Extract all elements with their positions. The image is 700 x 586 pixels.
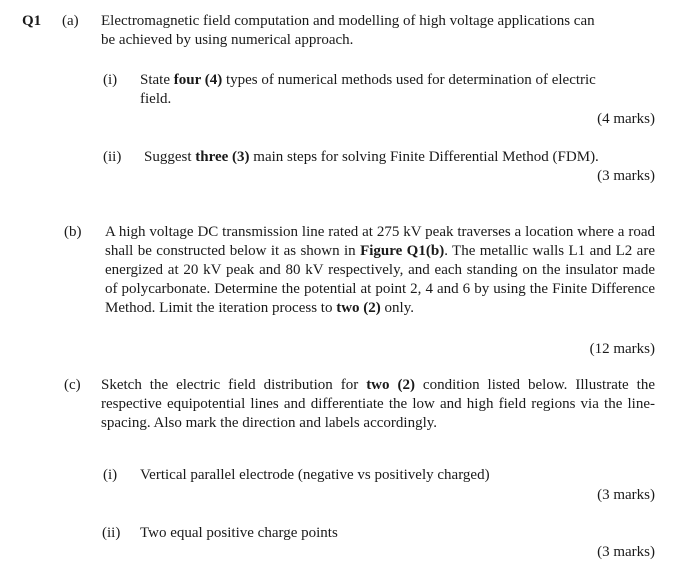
part-b-bold-end: two (2) — [336, 300, 381, 316]
part-b-text-post: . The metallic walls L1 and L2 are energized at 20 kV peak and 80 kV respectively, and each standing on the insulator made of polycarbonate. Determine the potential at point 2, 4 and 6 by using the Finite Difference Method. Limit the iteration process to — [105, 243, 655, 316]
part-c-ii-marks: (3 marks) — [597, 544, 655, 560]
part-a-i-marks: (4 marks) — [597, 111, 655, 127]
part-c-bold: two (2) — [366, 377, 415, 393]
part-c-i-marks: (3 marks) — [597, 487, 655, 503]
part-b-text-pre: A high voltage DC transmission line rated at 275 kV peak traverses a location where a road shall be constructed below it as shown in — [105, 224, 655, 259]
part-a-ii-post: main steps for solving Finite Differential Method (FDM). — [249, 149, 599, 165]
part-a-intro — [101, 12, 657, 50]
part-a-ii-bold: three (3) — [195, 149, 250, 165]
part-a-ii-marks: (3 marks) — [597, 168, 655, 184]
part-c-i-text: Vertical parallel electrode (negative vs positively charged) — [140, 467, 490, 483]
part-c-i-label: (i) — [103, 467, 118, 483]
part-c-text-post: condition listed below. Illustrate the respective equipotential lines and differentiate the low and high field regions via the line-spacing. Also mark the direction and labels accordingly. — [101, 377, 655, 431]
part-b-label: (b) — [64, 224, 82, 240]
part-c-label: (c) — [64, 377, 81, 393]
part-c-text-pre: Sketch the electric field distribution for — [101, 377, 367, 393]
part-a-i-line2: field. — [140, 91, 172, 107]
part-a-i-text — [140, 71, 660, 109]
part-b-text-end: only. — [380, 300, 414, 316]
part-a-i-pre: State — [140, 72, 174, 88]
question-number: Q1 — [22, 13, 42, 29]
part-c-ii-label: (ii) — [102, 525, 121, 541]
figure-reference: Figure Q1(b) — [360, 243, 445, 259]
part-a-ii-text — [144, 148, 659, 167]
part-a-ii-label: (ii) — [103, 149, 122, 165]
part-a-label: (a) — [62, 13, 79, 29]
part-a-intro-line2: be achieved by using numerical approach. — [101, 32, 354, 48]
part-c-text — [101, 376, 655, 433]
part-b-marks: (12 marks) — [589, 341, 655, 357]
part-a-i-label: (i) — [103, 72, 118, 88]
part-a-ii-pre: Suggest — [144, 149, 196, 165]
part-b-text — [105, 223, 655, 318]
part-a-i-post: types of numerical methods used for determination of electric — [222, 72, 596, 88]
part-c-ii-text: Two equal positive charge points — [140, 525, 338, 541]
part-a-intro-line1: Electromagnetic field computation and modelling of high voltage applications can — [101, 13, 595, 29]
part-a-i-bold: four (4) — [173, 72, 223, 88]
